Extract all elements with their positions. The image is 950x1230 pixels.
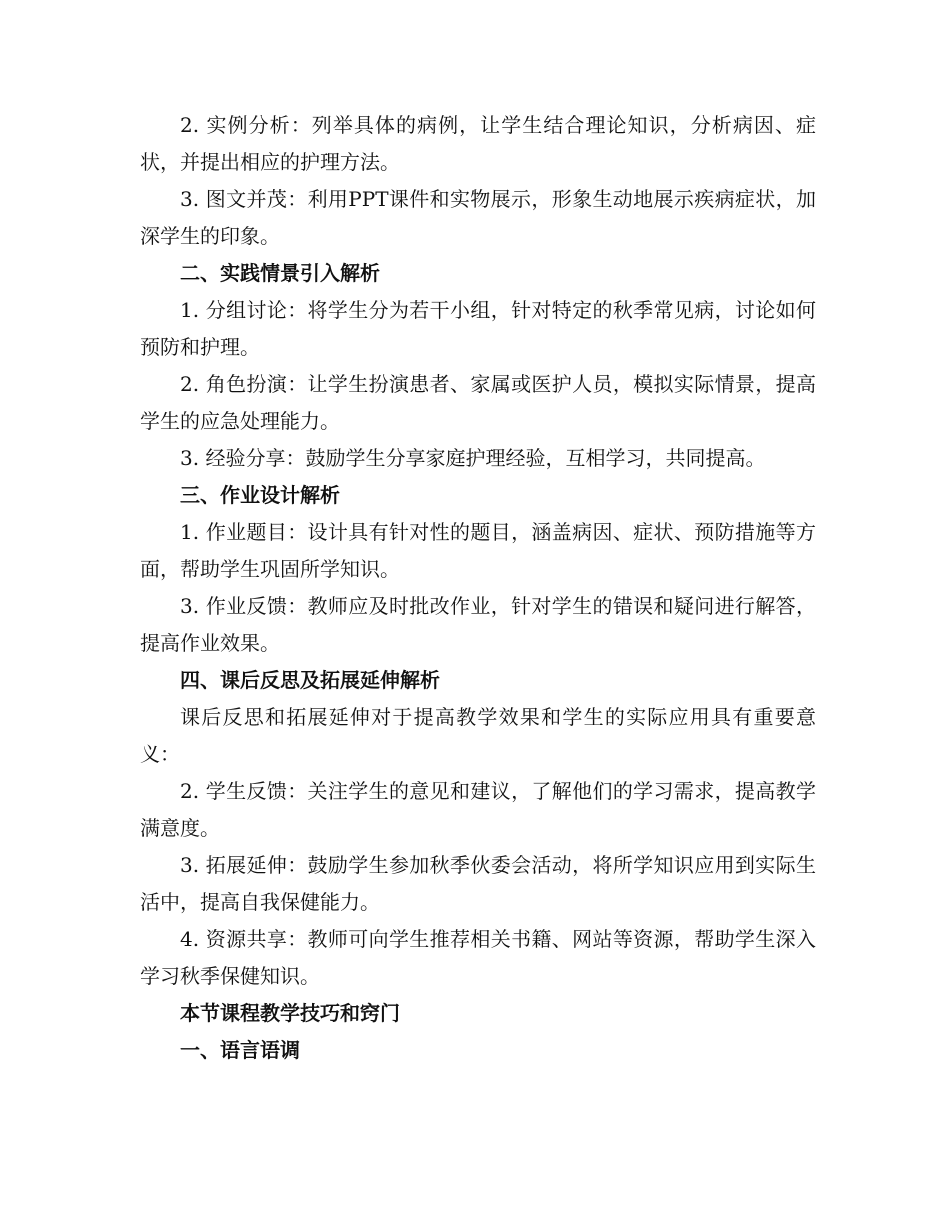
paragraph-homework-feedback: 3. 作业反馈：教师应及时批改作业，针对学生的错误和疑问进行解答，提高作业效果。 [140,594,816,655]
section-heading-teaching-tips: 本节课程教学技巧和窍门 [180,1001,400,1025]
paragraph-reflection-intro: 课后反思和拓展延伸对于提高教学效果和学生的实际应用具有重要意义： [140,705,816,766]
paragraph-extension: 3. 拓展延伸：鼓励学生参加秋季伙委会活动，将所学知识应用到实际生活中，提高自我保健能力。 [140,853,816,914]
paragraph-example-analysis: 2. 实例分析：列举具体的病例，让学生结合理论知识，分析病因、症状，并提出相应的护理方法。 [140,113,816,174]
paragraph-homework-topics: 1. 作业题目：设计具有针对性的题目，涵盖病因、症状、预防措施等方面，帮助学生巩固所学知识。 [140,520,816,581]
section-heading-language-tone: 一、语言语调 [180,1038,300,1062]
section-heading-homework: 三、作业设计解析 [180,483,340,507]
paragraph-student-feedback: 2. 学生反馈：关注学生的意见和建议，了解他们的学习需求，提高教学满意度。 [140,779,816,840]
document-body [140,107,816,1069]
paragraph-role-play: 2. 角色扮演：让学生扮演患者、家属或医护人员，模拟实际情景，提高学生的应急处理能力。 [140,372,816,433]
paragraph-resource-sharing: 4. 资源共享：教师可向学生推荐相关书籍、网站等资源，帮助学生深入学习秋季保健知识。 [140,927,816,988]
paragraph-group-discussion: 1. 分组讨论：将学生分为若干小组，针对特定的秋季常见病，讨论如何预防和护理。 [140,298,816,359]
section-heading-practice: 二、实践情景引入解析 [180,261,380,285]
section-heading-reflection: 四、课后反思及拓展延伸解析 [180,668,440,692]
paragraph-illustrated: 3. 图文并茂：利用PPT课件和实物展示，形象生动地展示疾病症状，加深学生的印象。 [140,187,816,248]
paragraph-experience-sharing: 3. 经验分享：鼓励学生分享家庭护理经验，互相学习，共同提高。 [180,446,766,470]
